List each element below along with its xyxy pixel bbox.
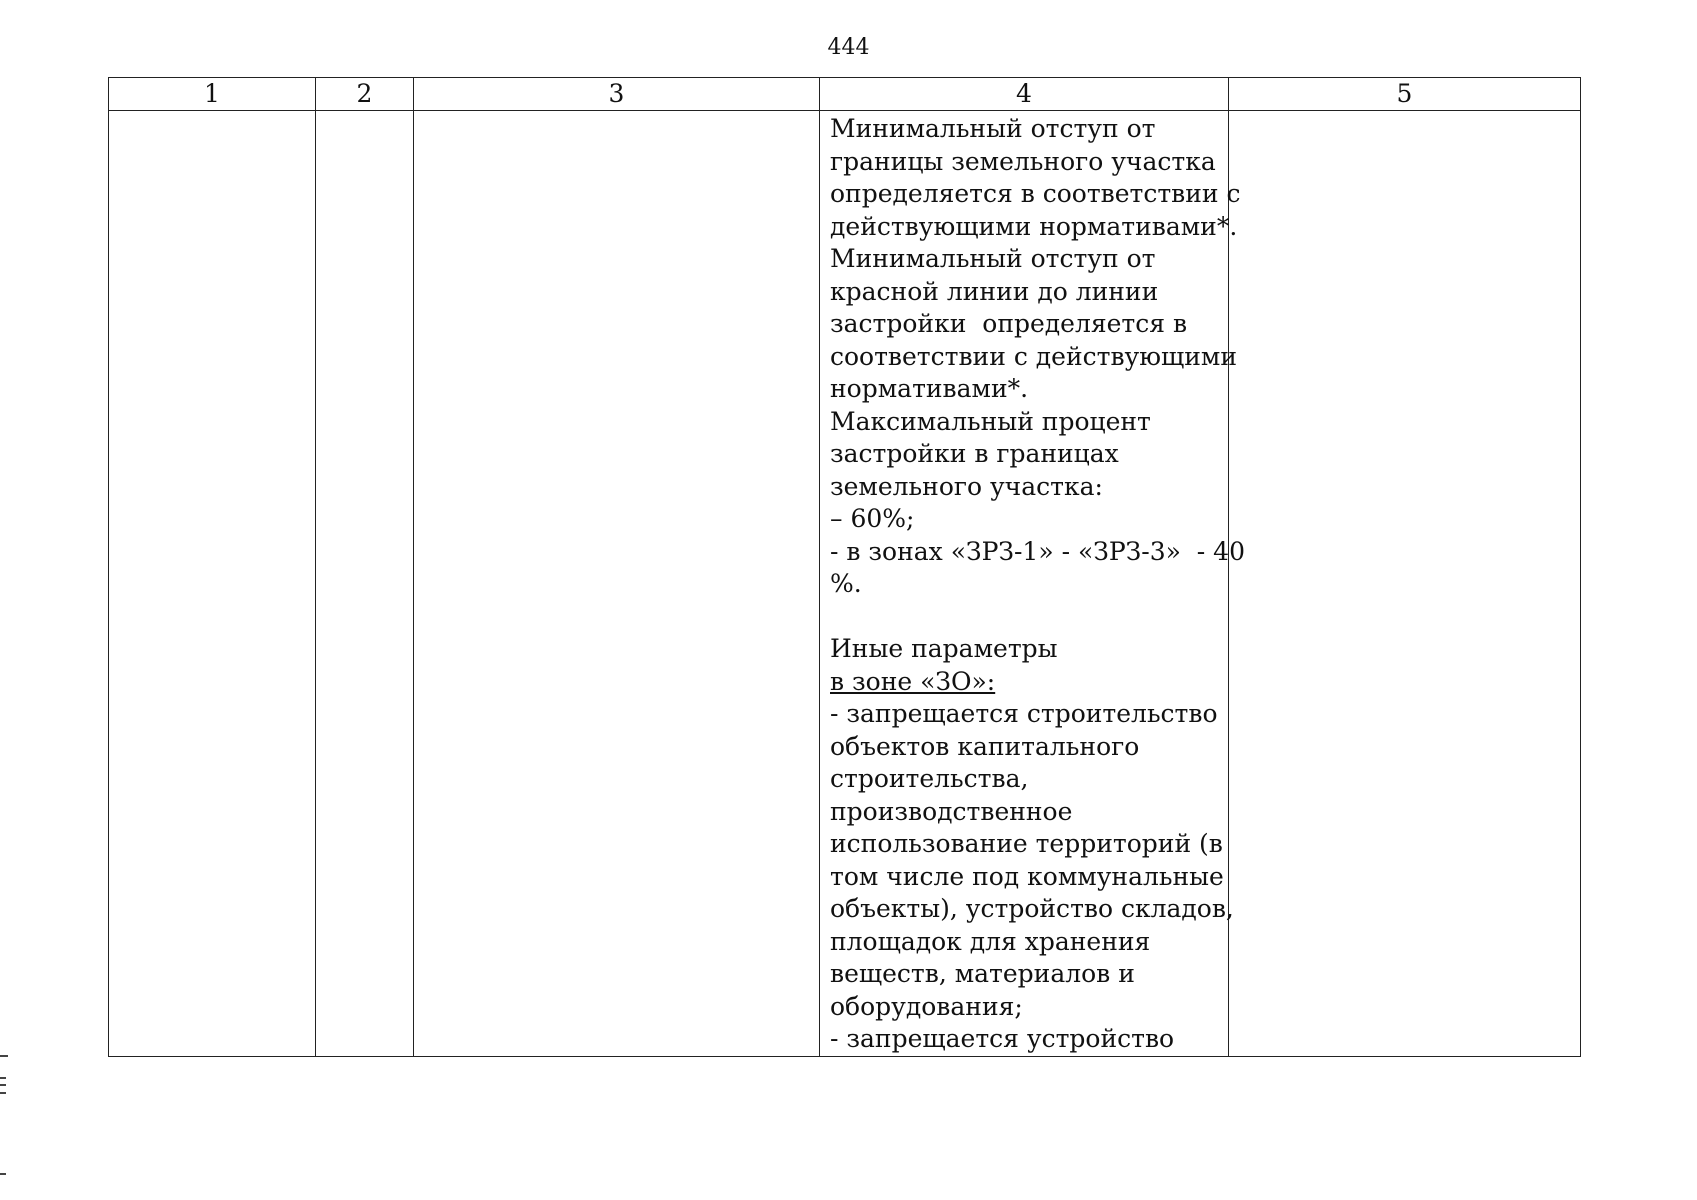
text-line: нормативами*. [830, 374, 1029, 403]
text-line: Иные параметры [830, 634, 1058, 663]
text-line: – 60%; [830, 504, 915, 533]
text-line: использование территорий (в [830, 829, 1223, 858]
header-row [109, 78, 1581, 111]
text-line: веществ, материалов и [830, 959, 1135, 988]
text-line: - запрещается устройство [830, 1024, 1175, 1053]
column-header-4: 4 [820, 78, 1229, 111]
text-line: объекты), устройство складов, [830, 894, 1234, 923]
binding-mark [0, 1077, 6, 1079]
underlined-text: в зоне «ЗО»: [830, 666, 996, 696]
text-line: соответствии с действующими [830, 341, 1238, 371]
binding-mark [0, 1055, 8, 1057]
column-header-1: 1 [109, 78, 316, 111]
text-line: строительства, [830, 764, 1029, 793]
text-line: - запрещается строительство [830, 699, 1218, 728]
page-number: 444 [827, 35, 870, 60]
cell-col-4-parameters [820, 111, 1245, 1057]
text-line: производственное [830, 796, 1073, 826]
binding-mark [0, 1092, 6, 1094]
table-row [109, 111, 1581, 1057]
text-line: Минимальный отступ от [830, 244, 1156, 273]
text-line: Максимальный процент [830, 406, 1151, 436]
text-line: застройки определяется в [830, 309, 1188, 338]
text-line: границы земельного участка [830, 146, 1216, 176]
zone-zo-heading [830, 666, 1220, 699]
column-header-5: 5 [1229, 78, 1581, 111]
text-line: том числе под коммунальные [830, 861, 1224, 891]
text-line: земельного участка: [830, 471, 1103, 501]
column-header-3: 3 [414, 78, 820, 111]
cell-col-5 [1229, 111, 1581, 1057]
binding-mark [0, 1173, 6, 1175]
text-line: застройки в границах [830, 439, 1119, 468]
cell-col-2 [316, 111, 414, 1057]
blank-line [830, 601, 1220, 634]
binding-mark [0, 1084, 6, 1086]
text-line: - в зонах «ЗРЗ-1» - «ЗРЗ-3» - 40 [830, 536, 1245, 566]
cell-col-3 [414, 111, 820, 1057]
text-line: оборудования; [830, 991, 1023, 1021]
text-line: определяется в соответствии с [830, 179, 1241, 208]
text-line: площадок для хранения [830, 926, 1151, 956]
text-line: объектов капитального [830, 731, 1140, 761]
regulations-table [108, 77, 1581, 1057]
cell-col-1 [109, 111, 316, 1057]
text-line: %. [830, 569, 862, 598]
text-line: красной линии до линии [830, 276, 1159, 306]
text-line: действующими нормативами*. [830, 211, 1238, 241]
column-header-2: 2 [316, 78, 414, 111]
text-line: Минимальный отступ от [830, 114, 1156, 143]
